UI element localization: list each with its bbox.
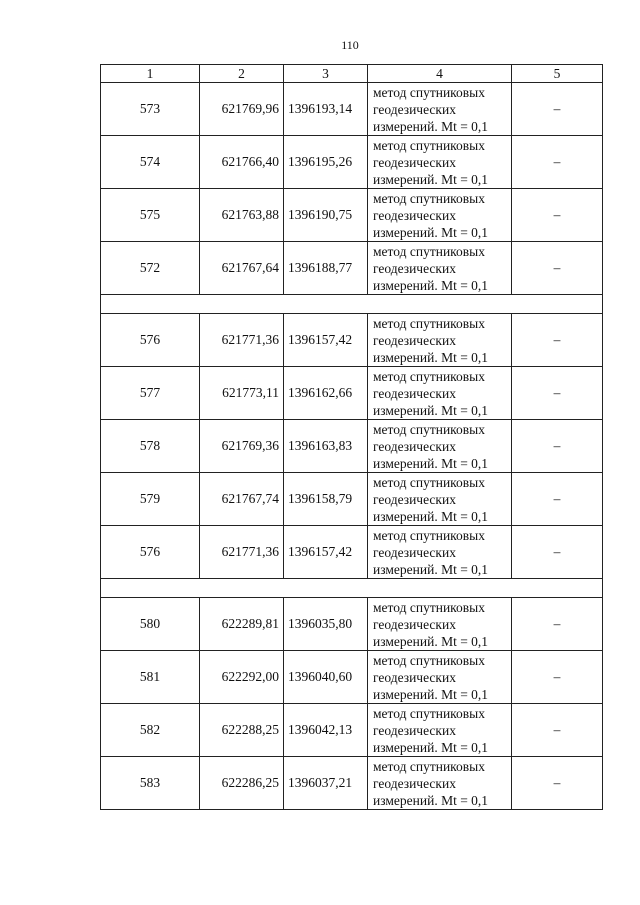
point-number-cell: 576 xyxy=(101,314,200,367)
x-coordinate-cell: 621771,36 xyxy=(200,526,284,579)
header-cell-3: 3 xyxy=(284,65,368,83)
x-coordinate-cell: 621767,74 xyxy=(200,473,284,526)
y-coordinate-cell: 1396037,21 xyxy=(284,757,368,810)
method-cell xyxy=(368,651,512,704)
method-line: геодезических xyxy=(373,669,456,685)
method-line: измерений. Mt = 0,1 xyxy=(373,792,489,808)
method-cell xyxy=(368,242,512,295)
point-number-cell: 582 xyxy=(101,704,200,757)
method-cell xyxy=(368,473,512,526)
point-number-cell: 583 xyxy=(101,757,200,810)
note-cell: – xyxy=(512,83,603,136)
y-coordinate-cell: 1396042,13 xyxy=(284,704,368,757)
method-line: измерений. Mt = 0,1 xyxy=(373,455,489,471)
header-row xyxy=(101,65,603,83)
x-coordinate-cell: 621763,88 xyxy=(200,189,284,242)
method-line: метод спутниковых xyxy=(373,705,485,721)
x-coordinate-cell: 622286,25 xyxy=(200,757,284,810)
x-coordinate-cell: 621767,64 xyxy=(200,242,284,295)
y-coordinate-cell: 1396193,14 xyxy=(284,83,368,136)
method-cell xyxy=(368,367,512,420)
table-row xyxy=(101,704,603,757)
table-row xyxy=(101,757,603,810)
method-cell xyxy=(368,598,512,651)
method-cell xyxy=(368,83,512,136)
method-cell xyxy=(368,314,512,367)
point-number-cell: 573 xyxy=(101,83,200,136)
note-cell: – xyxy=(512,651,603,704)
group-separator-row xyxy=(101,579,603,598)
note-cell: – xyxy=(512,242,603,295)
method-cell xyxy=(368,420,512,473)
method-line: измерений. Mt = 0,1 xyxy=(373,739,489,755)
method-line: геодезических xyxy=(373,616,456,632)
method-line: геодезических xyxy=(373,332,456,348)
note-cell: – xyxy=(512,598,603,651)
note-cell: – xyxy=(512,526,603,579)
method-line: геодезических xyxy=(373,722,456,738)
table-row xyxy=(101,136,603,189)
table-row xyxy=(101,420,603,473)
table-row xyxy=(101,598,603,651)
x-coordinate-cell: 622288,25 xyxy=(200,704,284,757)
note-cell: – xyxy=(512,420,603,473)
method-line: метод спутниковых xyxy=(373,84,485,100)
y-coordinate-cell: 1396188,77 xyxy=(284,242,368,295)
note-cell: – xyxy=(512,136,603,189)
group-separator-cell xyxy=(101,579,603,598)
method-line: метод спутниковых xyxy=(373,474,485,490)
table-row xyxy=(101,367,603,420)
y-coordinate-cell: 1396190,75 xyxy=(284,189,368,242)
point-number-cell: 575 xyxy=(101,189,200,242)
method-line: измерений. Mt = 0,1 xyxy=(373,633,489,649)
header-cell-5: 5 xyxy=(512,65,603,83)
y-coordinate-cell: 1396195,26 xyxy=(284,136,368,189)
method-line: геодезических xyxy=(373,385,456,401)
method-line: геодезических xyxy=(373,775,456,791)
method-line: геодезических xyxy=(373,438,456,454)
method-line: измерений. Mt = 0,1 xyxy=(373,508,489,524)
table-row xyxy=(101,83,603,136)
method-line: метод спутниковых xyxy=(373,137,485,153)
method-line: геодезических xyxy=(373,207,456,223)
x-coordinate-cell: 621766,40 xyxy=(200,136,284,189)
method-line: метод спутниковых xyxy=(373,421,485,437)
method-cell xyxy=(368,704,512,757)
method-line: измерений. Mt = 0,1 xyxy=(373,277,489,293)
table-row xyxy=(101,651,603,704)
method-line: метод спутниковых xyxy=(373,315,485,331)
method-cell xyxy=(368,189,512,242)
method-line: геодезических xyxy=(373,154,456,170)
header-cell-1: 1 xyxy=(101,65,200,83)
group-separator-cell xyxy=(101,295,603,314)
method-line: геодезических xyxy=(373,101,456,117)
y-coordinate-cell: 1396157,42 xyxy=(284,526,368,579)
header-cell-4: 4 xyxy=(368,65,512,83)
note-cell: – xyxy=(512,314,603,367)
method-line: измерений. Mt = 0,1 xyxy=(373,171,489,187)
coordinates-table xyxy=(100,64,603,810)
method-line: метод спутниковых xyxy=(373,190,485,206)
method-line: метод спутниковых xyxy=(373,243,485,259)
x-coordinate-cell: 622292,00 xyxy=(200,651,284,704)
point-number-cell: 579 xyxy=(101,473,200,526)
method-line: геодезических xyxy=(373,544,456,560)
method-line: измерений. Mt = 0,1 xyxy=(373,224,489,240)
method-line: измерений. Mt = 0,1 xyxy=(373,349,489,365)
x-coordinate-cell: 621771,36 xyxy=(200,314,284,367)
x-coordinate-cell: 621773,11 xyxy=(200,367,284,420)
method-line: метод спутниковых xyxy=(373,652,485,668)
y-coordinate-cell: 1396035,80 xyxy=(284,598,368,651)
method-line: метод спутниковых xyxy=(373,368,485,384)
method-line: метод спутниковых xyxy=(373,527,485,543)
note-cell: – xyxy=(512,704,603,757)
method-line: измерений. Mt = 0,1 xyxy=(373,561,489,577)
y-coordinate-cell: 1396163,83 xyxy=(284,420,368,473)
method-cell xyxy=(368,757,512,810)
point-number-cell: 574 xyxy=(101,136,200,189)
method-cell xyxy=(368,136,512,189)
point-number-cell: 577 xyxy=(101,367,200,420)
y-coordinate-cell: 1396162,66 xyxy=(284,367,368,420)
note-cell: – xyxy=(512,189,603,242)
point-number-cell: 580 xyxy=(101,598,200,651)
note-cell: – xyxy=(512,757,603,810)
method-line: метод спутниковых xyxy=(373,758,485,774)
method-line: измерений. Mt = 0,1 xyxy=(373,686,489,702)
method-line: метод спутниковых xyxy=(373,599,485,615)
table-row xyxy=(101,314,603,367)
method-line: измерений. Mt = 0,1 xyxy=(373,402,489,418)
y-coordinate-cell: 1396157,42 xyxy=(284,314,368,367)
group-separator-row xyxy=(101,295,603,314)
table-row xyxy=(101,473,603,526)
method-line: измерений. Mt = 0,1 xyxy=(373,118,489,134)
y-coordinate-cell: 1396040,60 xyxy=(284,651,368,704)
page-number: 110 xyxy=(341,38,359,52)
method-cell xyxy=(368,526,512,579)
y-coordinate-cell: 1396158,79 xyxy=(284,473,368,526)
x-coordinate-cell: 621769,36 xyxy=(200,420,284,473)
header-cell-2: 2 xyxy=(200,65,284,83)
x-coordinate-cell: 621769,96 xyxy=(200,83,284,136)
point-number-cell: 578 xyxy=(101,420,200,473)
point-number-cell: 581 xyxy=(101,651,200,704)
x-coordinate-cell: 622289,81 xyxy=(200,598,284,651)
point-number-cell: 572 xyxy=(101,242,200,295)
method-line: геодезических xyxy=(373,260,456,276)
table-row xyxy=(101,189,603,242)
table-body xyxy=(101,65,603,810)
point-number-cell: 576 xyxy=(101,526,200,579)
note-cell: – xyxy=(512,473,603,526)
note-cell: – xyxy=(512,367,603,420)
method-line: геодезических xyxy=(373,491,456,507)
table-row xyxy=(101,242,603,295)
table-row xyxy=(101,526,603,579)
